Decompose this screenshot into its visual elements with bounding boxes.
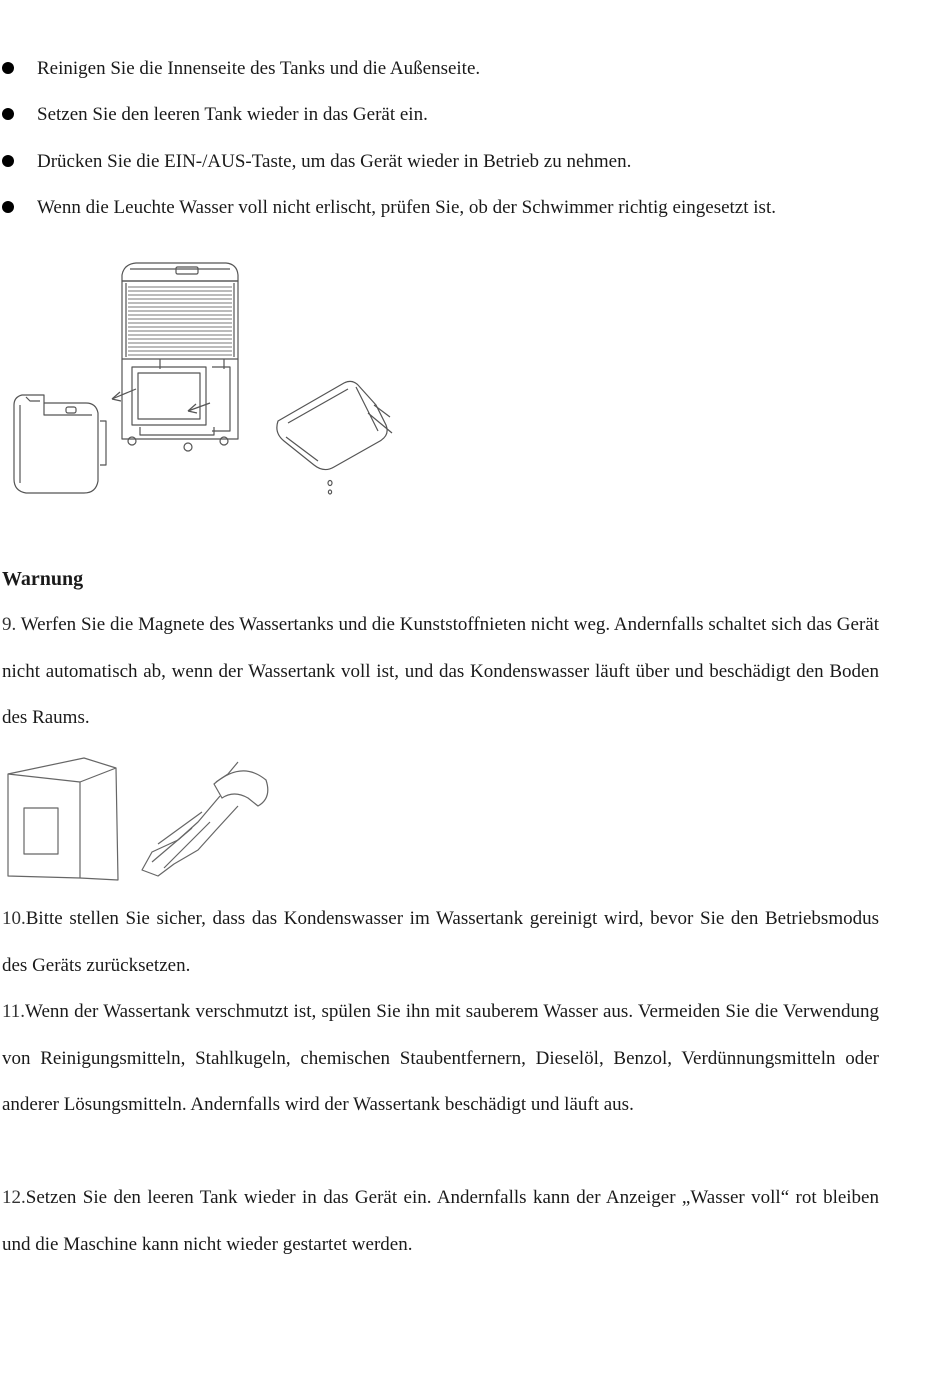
item-text: Wenn der Wassertank verschmutzt ist, spülen Sie ihn mit sauberem Wasser aus. Vermeiden Sie die Verwendung von Reinigungsmitteln, Stahlkugeln, chemischen Staubentfernern, Dieselöl, Benzol, Verdünnungsmitteln oder anderer Lösungsmitteln. Andernfalls wird der Wassertank beschädigt und läuft aus.: [2, 1001, 879, 1115]
bullet-dot-icon: [2, 62, 14, 74]
warning-heading: Warnung: [2, 568, 84, 590]
item-number: 10.: [2, 908, 26, 929]
bullet-list: [0, 52, 900, 237]
item-text: Bitte stellen Sie sicher, dass das Kondenswasser im Wassertank gereinigt wird, bevor Sie den Betriebsmodus des Geräts zurücksetzen.: [2, 908, 879, 976]
item-12: [2, 1175, 879, 1268]
bullet-item: [0, 191, 900, 237]
bullet-text: Reinigen Sie die Innenseite des Tanks und die Außenseite.: [37, 58, 481, 79]
bullet-dot-icon: [2, 108, 14, 120]
bullet-item: [0, 145, 900, 191]
bullet-item: [0, 98, 900, 144]
bullet-item: [0, 52, 900, 98]
item-number: 11.: [2, 1001, 26, 1022]
bullet-text: Setzen Sie den leeren Tank wieder in das Gerät ein.: [37, 104, 428, 126]
bullet-dot-icon: [2, 201, 14, 213]
bullet-text: Wenn die Leuchte Wasser voll nicht erlischt, prüfen Sie, ob der Schwimmer richtig eingesetzt ist.: [37, 196, 776, 218]
magnet-and-rivet-illustration: [2, 752, 274, 884]
item-number: 12.: [2, 1187, 26, 1208]
bullet-text: Drücken Sie die EIN-/AUS-Taste, um das Gerät wieder in Betrieb zu nehmen.: [37, 150, 632, 172]
item-text: Werfen Sie die Magnete des Wassertanks und die Kunststoffnieten nicht weg. Andernfalls schaltet sich das Gerät nicht automatisch ab, wenn der Wassertank voll ist, und das Kondenswasser läuft über und beschädigt den Boden des Raums.: [2, 614, 879, 728]
item-11: [2, 989, 879, 1129]
item-text: Setzen Sie den leeren Tank wieder in das Gerät ein. Andernfalls kann der Anzeiger „Wasser voll“ rot bleiben und die Maschine kann nicht wieder gestartet werden.: [2, 1187, 879, 1255]
item-10: [2, 896, 879, 989]
bullet-dot-icon: [2, 155, 14, 167]
dehumidifier-tank-illustration: [0, 255, 410, 505]
item-number: 9.: [2, 614, 17, 635]
warning-item-9: [2, 602, 879, 742]
